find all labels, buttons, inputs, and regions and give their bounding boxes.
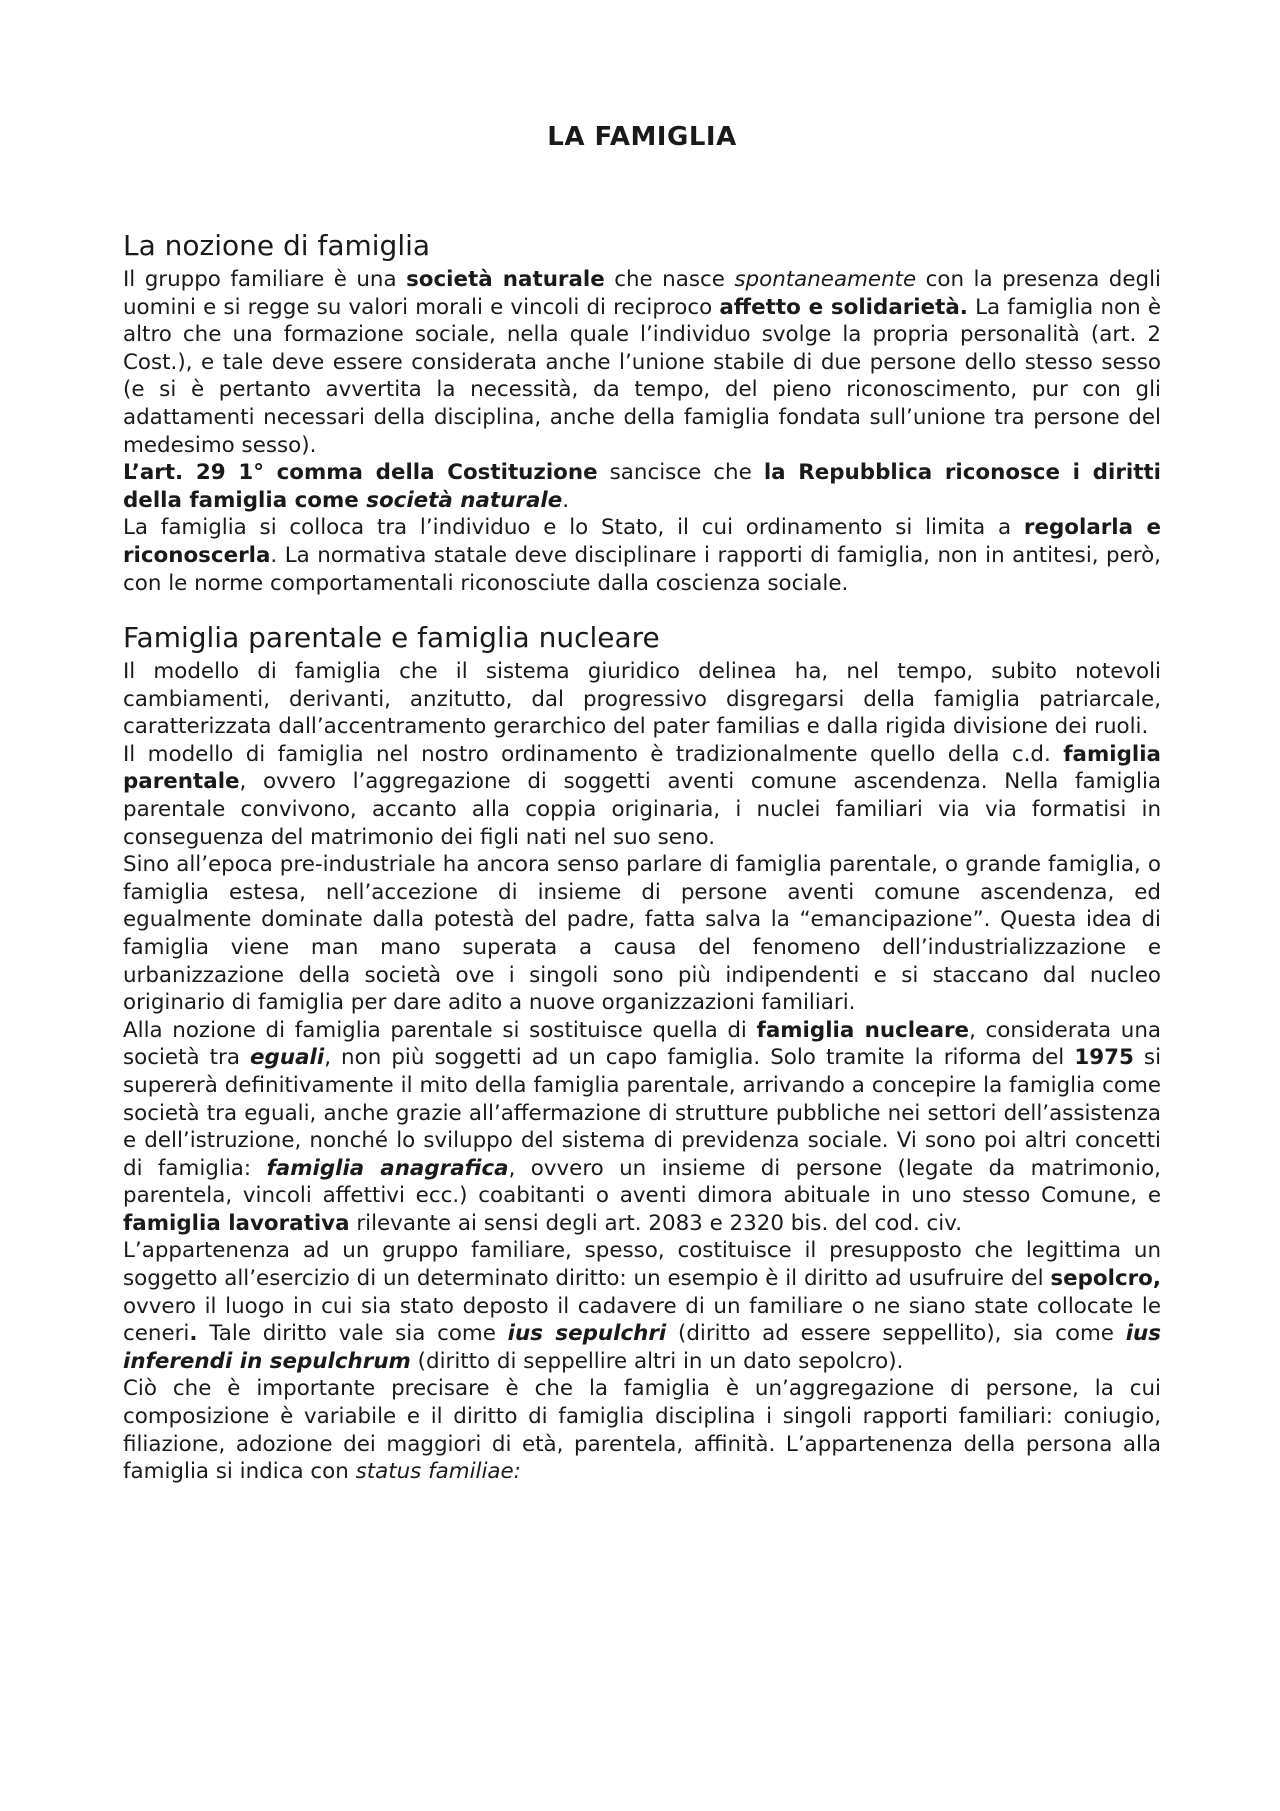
- bold-text: eguali: [250, 1045, 325, 1071]
- bold-text: famiglia anagrafica: [266, 1155, 509, 1181]
- bold-text: sepolcro,: [1050, 1266, 1161, 1292]
- bold-text: famiglia parentale: [123, 741, 1161, 795]
- text-run: si supererà definitivamente il mito della famiglia parentale, arrivando a concepire la famiglia come società tra eguali, anche grazie all’affermazione di strutture pubbliche nei settori dell’assistenza e dell’istruzione, nonché lo sviluppo del sistema di previdenza sociale. Vi sono poi altri concetti di famiglia:: [123, 1045, 1162, 1181]
- paragraph: [123, 266, 1161, 459]
- text-run: con la presenza degli uomini e si regge su valori morali e vincoli di reciproco: [123, 267, 1162, 320]
- section-heading: Famiglia parentale e famiglia nucleare: [123, 621, 660, 654]
- document-title: LA FAMIGLIA: [547, 122, 737, 152]
- text-run: rilevante ai sensi degli art. 2083 e 2320 bis. del cod. civ.: [349, 1210, 963, 1236]
- section-heading: La nozione di famiglia: [123, 229, 431, 262]
- bold-text: ius inferendi in sepulchrum: [123, 1321, 1161, 1374]
- paragraph: [123, 459, 1161, 514]
- bold-text: L’art. 29 1° comma della Costituzione: [123, 460, 598, 486]
- text-run: . La normativa statale deve disciplinare i rapporti di famiglia, non in antitesi, però, con le norme comportamentali riconosciute dalla coscienza sociale.: [123, 542, 1161, 596]
- italic-text: status familiae:: [355, 1459, 521, 1485]
- bold-text: famiglia nucleare: [756, 1017, 970, 1043]
- bold-text: regolarla e riconoscerla: [123, 515, 1161, 568]
- text-run: Alla nozione di famiglia parentale si sostituisce quella di: [123, 1017, 757, 1043]
- text-run: Ciò che è importante precisare è che la famiglia è un’aggregazione di persone, la cui composizione è variabile e il diritto di famiglia disciplina i singoli rapporti familiari: coniugio, filiazione, adozione dei maggiori di età, parentela, affinità. L’appartenenza della persona alla famiglia si indica con: [123, 1376, 1161, 1485]
- paragraph: [123, 1375, 1161, 1485]
- text-run: Tale diritto vale sia come: [197, 1321, 508, 1347]
- paragraph: [123, 514, 1161, 597]
- text-run: , ovvero l’aggregazione di soggetti aventi comune ascendenza. Nella famiglia parentale convivono, accanto alla coppia originaria, i nuclei familiari via via formatisi in conseguenza del matrimonio dei figli nati nel suo seno.: [123, 769, 1161, 850]
- bold-text: affetto e solidarietà.: [719, 294, 968, 320]
- text-run: Il modello di famiglia nel nostro ordinamento è tradizionalmente quello della c.d.: [123, 741, 1064, 767]
- text-run: (diritto di seppellire altri in un dato sepolcro).: [410, 1348, 904, 1374]
- bold-text: società naturale: [406, 267, 605, 292]
- section-nozione-di-famiglia: [123, 228, 1161, 597]
- text-run: che nasce: [604, 267, 735, 292]
- bold-text: .: [189, 1321, 198, 1347]
- paragraph: [123, 658, 1161, 741]
- paragraph: [123, 1237, 1161, 1375]
- text-run: , ovvero un insieme di persone (legate da matrimonio, parentela, vincoli affettivi ecc.) coabitanti o aventi dimora abituale in uno stesso Comune, e: [123, 1155, 1161, 1209]
- text-run: Sino all’epoca pre-industriale ha ancora senso parlare di famiglia parentale, o grande famiglia, o famiglia estesa, nell’accezione di insieme di persone aventi comune ascendenza, ed egualmente dominate dalla potestà del padre, fatta salva la “emancipazione”. Questa idea di famiglia viene man mano superata a causa del fenomeno dell’industrializzazione e urbanizzazione della società ove i singoli sono più indipendenti e si staccano dal nucleo originario di famiglia per dare adito a nuove organizzazioni familiari.: [123, 852, 1161, 1016]
- text-run: ovvero il luogo in cui sia stato deposto il cadavere di un familiare o ne siano state collocate le ceneri: [123, 1293, 1161, 1347]
- text-run: (diritto ad essere seppellito), sia come: [666, 1321, 1126, 1347]
- text-run: La famiglia si colloca tra l’individuo e lo Stato, il cui ordinamento si limita a: [123, 515, 1024, 541]
- bold-text: la Repubblica riconosce i diritti della famiglia come: [123, 460, 1161, 513]
- bold-text: ius sepulchri: [507, 1321, 667, 1347]
- text-run: sancisce che: [597, 460, 764, 486]
- bold-text: 1975: [1074, 1045, 1134, 1071]
- text-run: .: [562, 487, 570, 513]
- text-run: La famiglia non è altro che una formazione sociale, nella quale l’individuo svolge la propria personalità (art. 2 Cost.), e tale deve essere considerata anche l’unione stabile di due persone dello stesso sesso (e si è pertanto avvertita la necessità, da tempo, del pieno riconoscimento, pur con gli adattamenti necessari della disciplina, anche della famiglia fondata sull’unione tra persone del medesimo sesso).: [123, 294, 1161, 458]
- text-run: Il modello di famiglia che il sistema giuridico delinea ha, nel tempo, subito notevoli cambiamenti, derivanti, anzitutto, dal progressivo disgregarsi della famiglia patriarcale, caratterizzata dall’accentramento gerarchico del pater familias e dalla rigida divisione dei ruoli.: [123, 659, 1161, 740]
- text-run: Il gruppo familiare è una: [123, 267, 407, 292]
- paragraph: [123, 1017, 1161, 1238]
- paragraph: [123, 851, 1161, 1017]
- italic-text: spontaneamente: [734, 267, 917, 292]
- text-run: , non più soggetti ad un capo famiglia. Solo tramite la riforma del: [324, 1045, 1075, 1071]
- text-run: , considerata una società tra: [123, 1017, 1162, 1071]
- paragraph: [123, 741, 1161, 851]
- bold-text: famiglia lavorativa: [123, 1210, 350, 1236]
- text-run: L’appartenenza ad un gruppo familiare, spesso, costituisce il presupposto che legittima un soggetto all’esercizio di un determinato diritto: un esempio è il diritto ad usufruire del: [123, 1238, 1161, 1292]
- bold-text: società naturale: [366, 487, 563, 513]
- section-famiglia-parentale-e-nucleare: [123, 620, 1161, 1486]
